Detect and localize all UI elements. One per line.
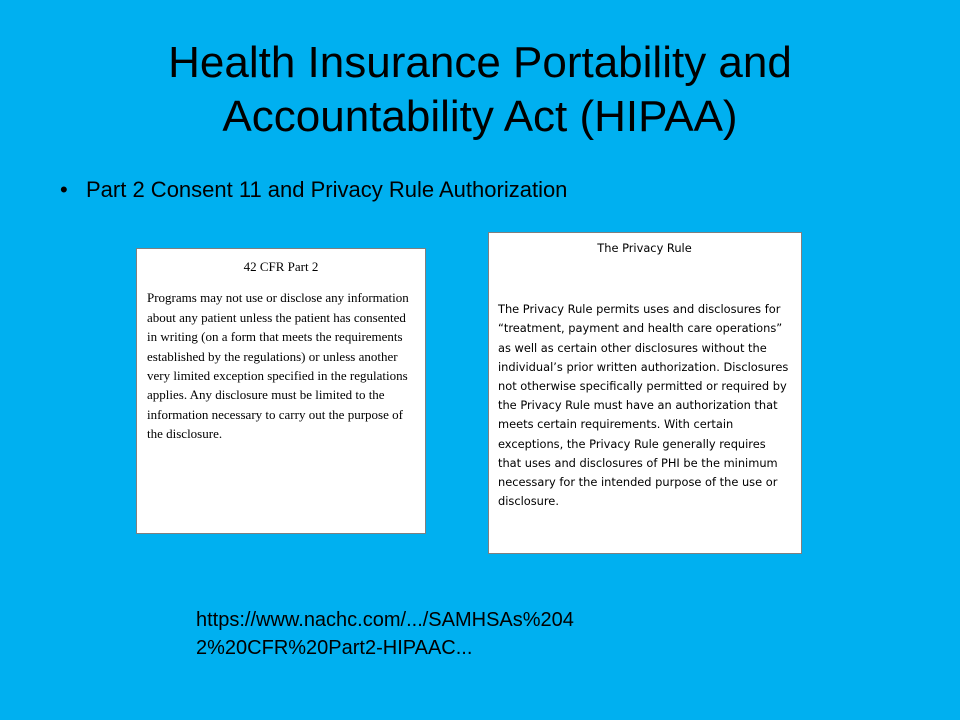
bullet-item [60,176,920,204]
bullet-dot: • [60,177,68,202]
privacy-box-heading: The Privacy Rule [597,241,692,255]
bullet-text: Part 2 Consent 11 and Privacy Rule Authorization [86,177,568,202]
source-link-line-1[interactable]: https://www.nachc.com/.../SAMHSAs%204 [196,609,574,631]
slide-title: Health Insurance Portability and Accountability Act (HIPAA) [168,38,792,141]
source-link-line-2[interactable]: 2%20CFR%20Part2-HIPAAC... [196,637,473,659]
source-link[interactable] [196,606,676,662]
cfr-part-2-box [136,248,426,534]
privacy-box-body: The Privacy Rule permits uses and disclosures for “treatment, payment and health care operations” as well as certain other disclosures without the individual’s prior written authorization. Disclosures not otherwise specifically permitted or required by the Privacy Rule must have an authorization that meets certain requirements. With certain exceptions, the Privacy Rule generally requires that uses and disclosures of PHI be the minimum necessary for the intended purpose of the use or disclosure. [498,302,789,509]
cfr-box-heading: 42 CFR Part 2 [243,259,319,274]
cfr-box-body: Programs may not use or disclose any information about any patient unless the patient has consented in writing (on a form that meets the requirements established by the regulations) or unless another very limited exception specified in the regulations applies. Any disclosure must be limited to the information necessary to carry out the purpose of the disclosure. [147,290,409,442]
privacy-rule-box [488,232,802,554]
